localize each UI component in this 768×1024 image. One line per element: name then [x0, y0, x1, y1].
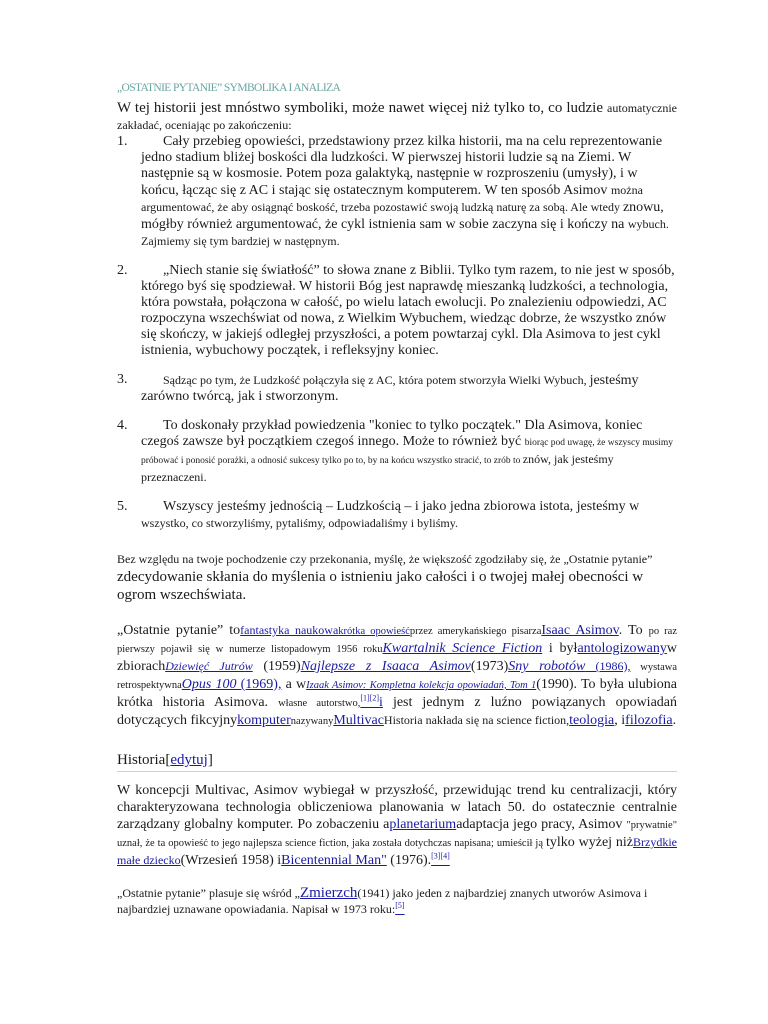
article-heading: „OSTATNIE PYTANIE” SYMBOLIKA I ANALIZA — [117, 82, 341, 94]
text-run: znów, jak jesteśmy przeznaczeni. — [141, 452, 614, 484]
text-run: można argumentować, że aby osiągnąć boskość, trzeba pozostawić swoją ludzką naturę za sobą. Ale wtedy — [141, 183, 643, 214]
text-run: "prywatnie" uznał, że ta opowieść to jego najlepsza science fiction, jaka została dotychczas napisana; umieścił ją — [117, 820, 677, 849]
wiki-link[interactable]: krótka opowieść — [338, 626, 410, 637]
text-run: (1973) — [470, 659, 509, 674]
text-run: jesteśmy zarówno twórcą, jak i stworzonym. — [141, 373, 639, 404]
text-run: jest jednym z luźno powiązanych opowiadań dotyczących fikcyjny — [117, 695, 677, 728]
wiki-link[interactable]: Brzydkie małe dziecko — [117, 835, 678, 867]
wiki-link[interactable]: Opus 100 — [181, 677, 237, 692]
wiki-link[interactable]: Najlepsze z Isaaca Asimov — [300, 659, 471, 674]
wiki-link[interactable]: filozofia — [625, 713, 673, 728]
list-item-text — [141, 134, 677, 250]
list-item — [117, 418, 677, 486]
section-title: Historia — [117, 752, 166, 768]
wiki-link[interactable]: Bicentennial Man" — [281, 853, 387, 868]
text-run: W koncepcji Multivac, Asimov wybiegał w przyszłość, przewidując trend ku centralizacji, który charakteryzowana technologia obliczeniowa planowania w latach 50. do ostatecznie centralnie zarządzany globalny komputer. Po zobaczeniu a — [117, 783, 677, 832]
text-run: , i — [614, 713, 626, 728]
edit-section-link[interactable]: edytuj — [170, 752, 208, 768]
list-number: 1. — [117, 134, 128, 149]
section-heading-history: Historia[edytuj] — [117, 752, 677, 772]
text-run: nazywany — [290, 716, 334, 727]
citation-link[interactable]: [1][2] — [360, 693, 380, 703]
text-run: wybuch. Zajmiemy się tym bardziej w następnym. — [141, 217, 669, 248]
list-item — [117, 372, 677, 405]
text-run: . To — [618, 623, 649, 638]
citation-link[interactable]: [5] — [395, 901, 405, 910]
list-item-text — [141, 263, 677, 359]
text-run: adaptacja jego pracy, Asimov — [456, 817, 627, 832]
text-run: w zbiorach — [117, 641, 677, 674]
wiki-link[interactable]: komputer — [237, 713, 291, 728]
wiki-link[interactable]: Dziewięć Jutrów — [165, 659, 253, 673]
wiki-link[interactable]: Sny robotów — [508, 659, 586, 674]
text-run: zdecydowanie skłania do myślenia o istnieniu jako całości i o twojej małej obecności w ogrom wszechświata. — [117, 569, 644, 603]
symbolism-list — [117, 134, 677, 532]
text-run: tylko wyżej niż — [545, 835, 634, 850]
wiki-link[interactable]: antologizowany — [577, 641, 667, 656]
wiki-link[interactable]: (1986), — [585, 659, 631, 673]
list-item — [117, 134, 677, 250]
text-run: przez amerykańskiego pisarza — [409, 626, 542, 637]
list-number: 4. — [117, 418, 128, 433]
text-run: znowu, mógłby również argumentować, że cykl istnienia sam w sobie zaczyna się i kończy na — [141, 200, 664, 232]
list-item — [117, 499, 677, 532]
text-run: wszystko, co stworzyliśmy, pytaliśmy, odpowiadaliśmy i byliśmy. — [141, 516, 458, 530]
wiki-link[interactable]: Izaak Asimov: Kompletna kolekcja opowiadań, Tom 1 — [306, 680, 537, 691]
wiki-link[interactable]: (1969), — [236, 677, 282, 692]
text-run: Historia nakłada się na science fiction, — [383, 713, 570, 727]
wiki-link[interactable]: Zmierzch — [299, 885, 358, 901]
ranking-paragraph — [117, 885, 677, 917]
closing-opinion-paragraph — [117, 550, 677, 604]
text-run: „Niech stanie się światłość” to słowa znane z Biblii. Tylko tym razem, to nie jest — [163, 263, 619, 278]
text-run: To doskonały przykład powiedzenia "koniec to tylko początek." Dla Asimova, koniec czegoś zawsze był początkiem czegoś innego. Może to również być — [141, 418, 643, 449]
text-run: biorąc pod uwagę, że wszyscy musimy próbować i ponosić porażki, a odnosić sukcesy tylko po to, by na końcu wszystko stracić, to zrób to — [141, 438, 673, 466]
text-run: (1959) — [252, 659, 301, 674]
wiki-link[interactable]: Multivac — [333, 713, 384, 728]
text-run: Wszyscy jesteśmy jednością – Ludzkością – i jako jedna zbiorowa istota, jesteśmy w — [163, 499, 640, 514]
wiki-link[interactable]: Kwartalnik Science Fiction — [382, 641, 543, 656]
text-run: (1941) jako jeden z najbardziej znanych utworów Asimova i najbardziej uznawane opowiadania. Napisał w 1973 roku: — [117, 886, 648, 916]
text-run: po raz pierwszy pojawił się w numerze listopadowym 1956 roku — [117, 626, 677, 655]
text-run: . — [672, 713, 677, 728]
text-run: w sposób, którego byś się spodziewał. W historii Bóg jest naprawdę mieszanką ludzkości, a technologia, która powstała, połączona w całość, po wielu latach ewolucji. Po znalezieniu odpowiedzi, AC rozpoczyna wszechświat od nowa, z Wielkim Wybuchem, wiedząc dobrze, że wszystko znów się skończy, w jakiejś odległej przyszłości, a potem powtarzaj cykl. Dla Asimova to jest cykl istnienia, wybuchowy początek, i refleksyjny koniec. — [141, 263, 675, 358]
wiki-link[interactable]: Isaac Asimov — [541, 623, 619, 638]
document-body — [117, 82, 677, 917]
text-run: Bez względu na twoje pochodzenie czy przekonania, myślę, że większość zgodziłaby się, że „Ostatnie pytanie” — [117, 552, 653, 566]
text-run: automatycznie zakładać, oceniając po zakończeniu: — [117, 101, 677, 132]
list-number: 2. — [117, 263, 128, 278]
text-run: „Ostatnie pytanie” to — [117, 623, 241, 638]
wiki-link[interactable]: teologia — [569, 713, 615, 728]
list-item-text — [141, 418, 677, 486]
text-run: „Ostatnie pytanie” plasuje się wśród „ — [117, 886, 300, 900]
wiki-link[interactable]: planetarium — [389, 817, 457, 832]
citation-link[interactable]: [3][4] — [431, 851, 450, 861]
text-run: (1990). To była ulubiona krótka historia Asimova. — [117, 677, 677, 710]
publication-paragraph — [117, 622, 677, 730]
text-run: Sądząc po tym, że Ludzkość połączyła się z AC, która potem stworzyła Wielki Wybuch, — [163, 373, 590, 387]
wiki-link[interactable]: fantastyka naukowa — [240, 623, 339, 637]
wiki-link[interactable]: i — [379, 695, 383, 710]
list-number: 3. — [117, 372, 128, 387]
list-item-text — [141, 499, 677, 532]
text-run: i był — [542, 641, 578, 656]
list-item-text — [141, 372, 677, 405]
text-run: a w — [281, 677, 307, 692]
section-bracket: ] — [207, 752, 213, 768]
list-number: 5. — [117, 499, 128, 514]
text-run: wystawa retrospektywna — [117, 662, 677, 691]
list-item — [117, 263, 677, 359]
text-run: W tej historii jest mnóstwo symboliki, może nawet więcej niż tylko to, co ludzie — [117, 100, 608, 116]
text-run: (1976). — [386, 853, 432, 868]
text-run: własne autorstwo, — [278, 698, 361, 709]
text-run: (Wrzesień 1958) i — [180, 853, 282, 868]
intro-paragraph — [117, 100, 677, 134]
text-run: Cały przebieg opowieści, przedstawiony przez kilka historii, ma na celu reprezentowanie jedno stadium bliżej boskości dla ludzkości. W pierwszej historii ludzie są na Ziemi. W następnie są w kosmosie. Potem poza galaktyką, następnie w rozproszeniu (umysły), i w końcu, łącząc się z AC i stając się ostatecznym komputerem. W ten sposób Asimov — [141, 134, 663, 198]
multivac-paragraph — [117, 782, 677, 869]
